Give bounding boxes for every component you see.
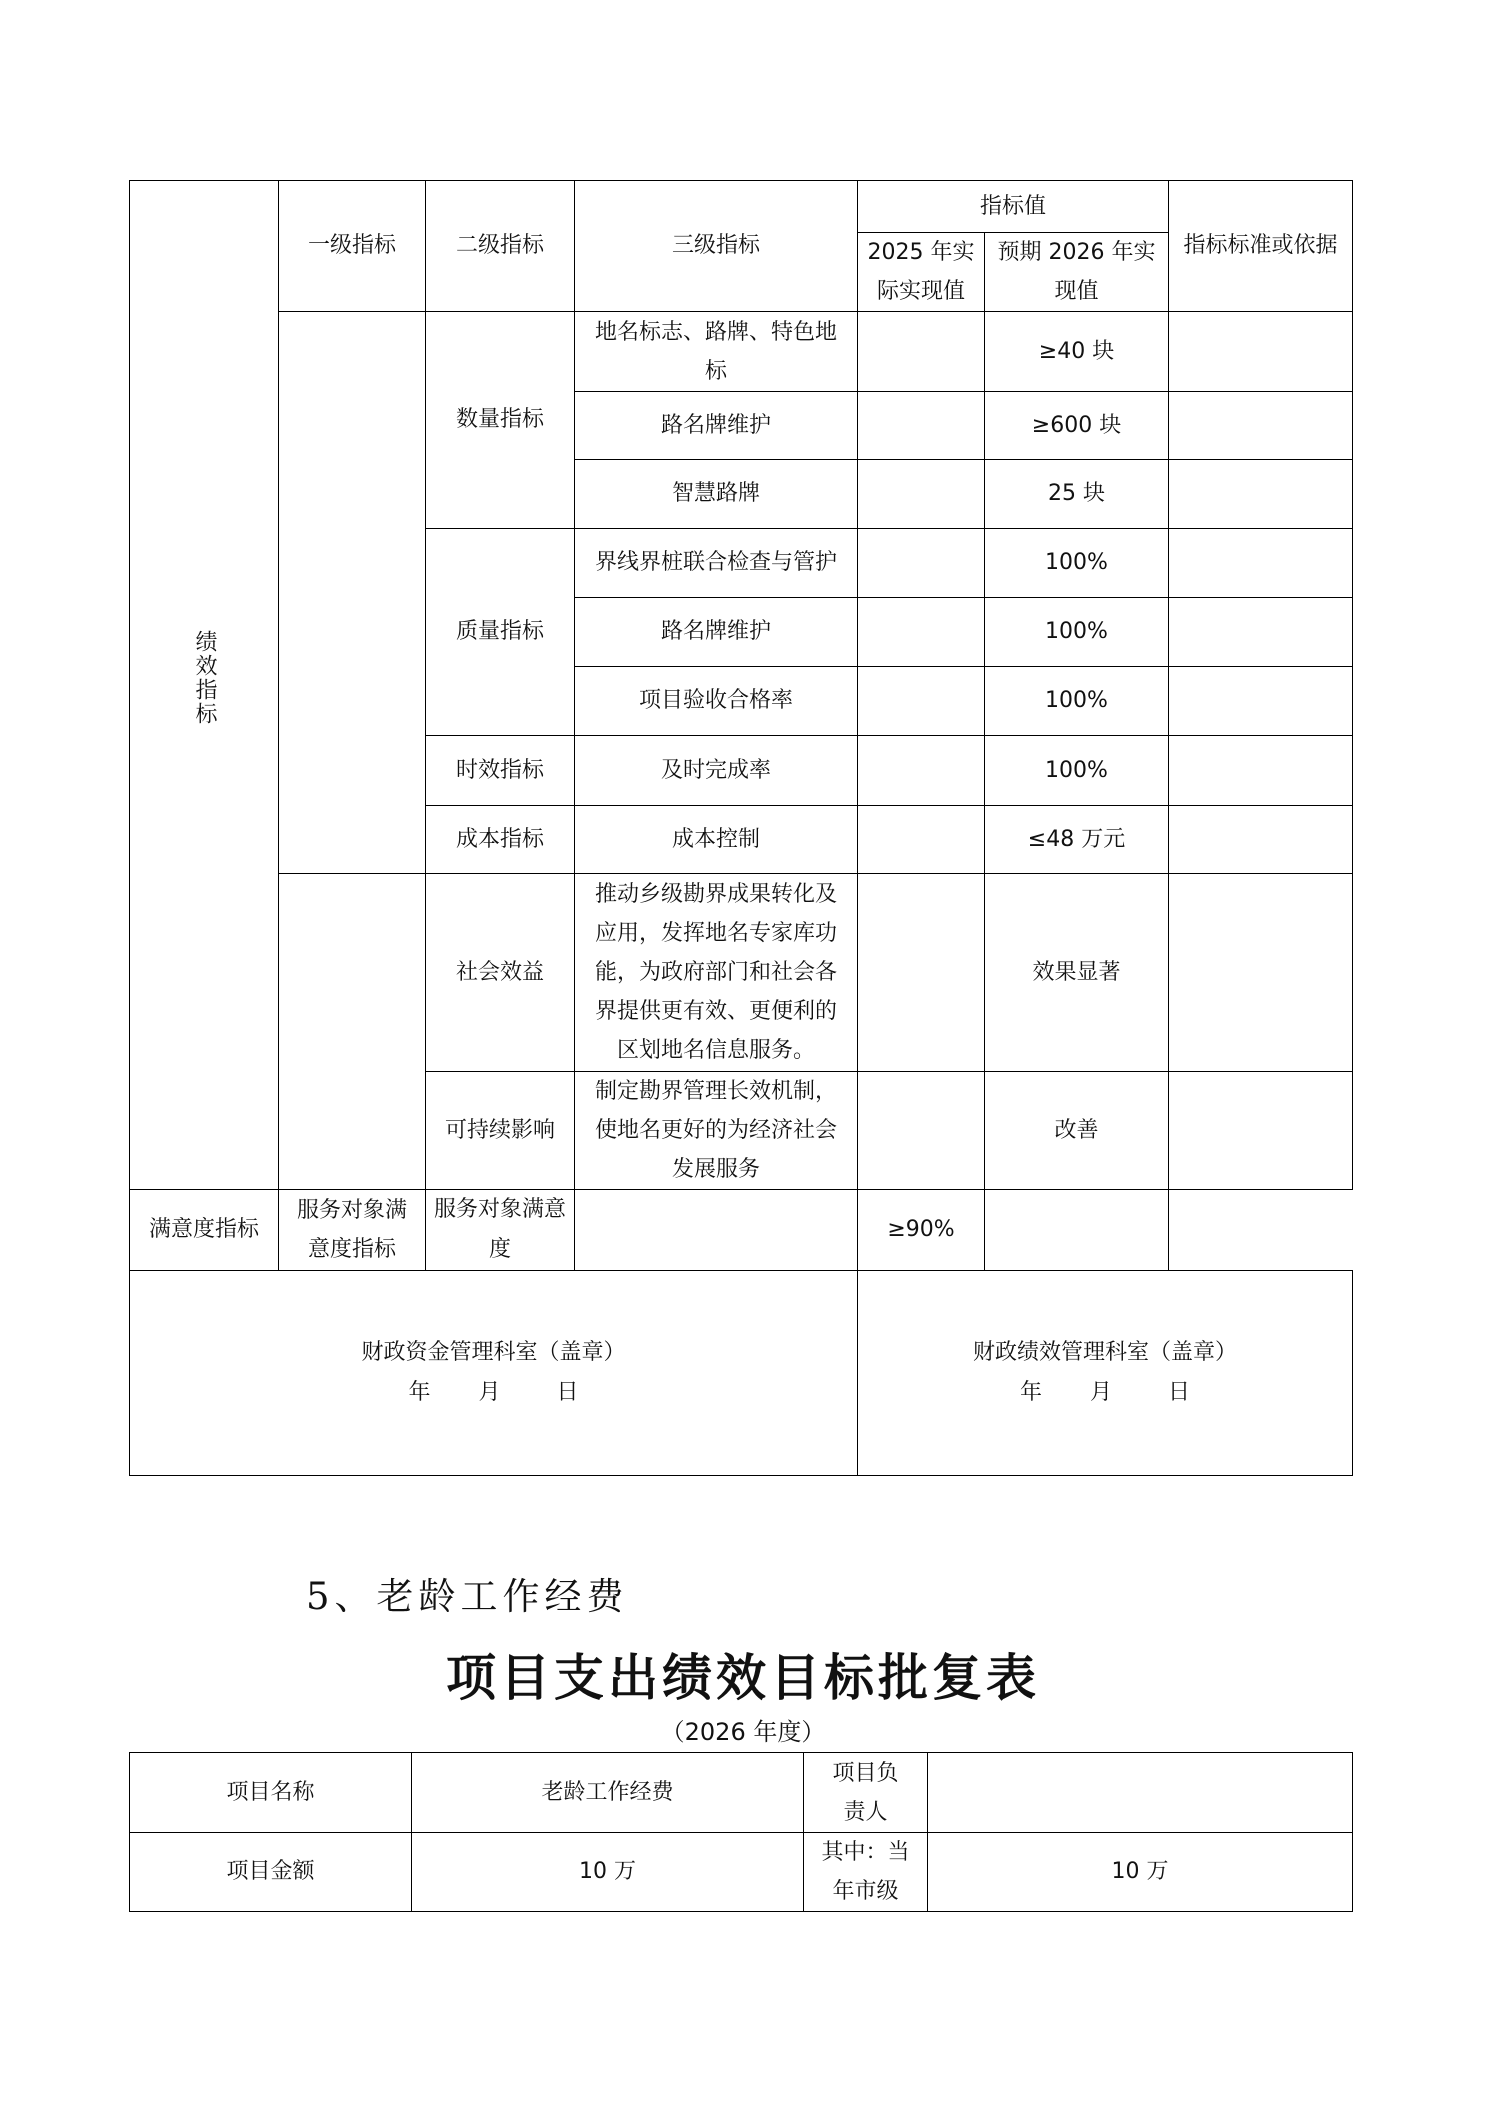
signature-left	[130, 1271, 858, 1476]
row-l3: 智慧路牌	[575, 460, 858, 529]
row-actual	[858, 736, 985, 806]
row-actual	[858, 1072, 985, 1190]
row-l3: 推动乡级勘界成果转化及 应用，发挥地名专家库功 能，为政府部门和社会各 界提供更有效、更便利的 区划地名信息服务。	[575, 874, 858, 1072]
row-standard	[1169, 667, 1353, 736]
document-title: 项目支出绩效目标批复表	[446, 1648, 1040, 1707]
header-standard: 指标标准或依据	[1169, 181, 1353, 312]
city-level-label: 其中：当 年市级	[804, 1833, 928, 1912]
row-actual	[858, 598, 985, 667]
group-quantity: 数量指标	[426, 312, 575, 529]
row-standard	[1169, 736, 1353, 806]
row-l3: 地名标志、路牌、特色地 标	[575, 312, 858, 392]
row-l3: 路名牌维护	[575, 598, 858, 667]
project-name-label: 项目名称	[130, 1753, 412, 1833]
row-standard	[1169, 529, 1353, 598]
group-satisfaction-l1: 满意度指标	[130, 1190, 279, 1271]
row-actual	[858, 806, 985, 874]
row-standard	[1169, 598, 1353, 667]
row-standard	[1169, 460, 1353, 529]
row-l3: 路名牌维护	[575, 392, 858, 460]
header-level3: 三级指标	[575, 181, 858, 312]
project-info-table	[129, 1752, 1353, 1912]
level1-output-cell	[279, 312, 426, 874]
row-actual	[858, 312, 985, 392]
row-value: ≥600 块	[985, 392, 1169, 460]
row-actual	[858, 529, 985, 598]
row-standard	[1169, 874, 1353, 1072]
row-value: 100%	[985, 598, 1169, 667]
signature-left-office: 财政资金管理科室（盖章）	[361, 1340, 626, 1365]
row-value: 100%	[985, 736, 1169, 806]
header-level1: 一级指标	[279, 181, 426, 312]
row-actual	[858, 874, 985, 1072]
row-value: 25 块	[985, 460, 1169, 529]
header-level2: 二级指标	[426, 181, 575, 312]
group-satisfaction-l2: 服务对象满 意度指标	[279, 1190, 426, 1271]
row-standard	[985, 1190, 1169, 1271]
level1-effect-cell	[279, 874, 426, 1190]
header-expected-2026: 预期 2026 年实 现值	[985, 233, 1169, 312]
row-value: ≤48 万元	[985, 806, 1169, 874]
section-heading: 5、老龄工作经费	[306, 1575, 629, 1618]
row-l3: 及时完成率	[575, 736, 858, 806]
side-label: 绩效指标	[192, 630, 217, 726]
project-amount-label: 项目金额	[130, 1833, 412, 1912]
group-sustainable: 可持续影响	[426, 1072, 575, 1190]
row-l3: 项目验收合格率	[575, 667, 858, 736]
project-amount-value: 10 万	[412, 1833, 804, 1912]
row-actual	[858, 392, 985, 460]
row-standard	[1169, 806, 1353, 874]
row-value: 效果显著	[985, 874, 1169, 1072]
signature-right-office: 财政绩效管理科室（盖章）	[973, 1340, 1238, 1365]
document-subtitle: （2026 年度）	[660, 1718, 826, 1746]
row-l3: 制定勘界管理长效机制， 使地名更好的为经济社会 发展服务	[575, 1072, 858, 1190]
row-value: 100%	[985, 529, 1169, 598]
signature-right-date: 年 月 日	[1019, 1380, 1191, 1405]
row-value: ≥40 块	[985, 312, 1169, 392]
project-name-value: 老龄工作经费	[412, 1753, 804, 1833]
row-actual	[575, 1190, 858, 1271]
row-l3: 成本控制	[575, 806, 858, 874]
group-quality: 质量指标	[426, 529, 575, 736]
row-actual	[858, 460, 985, 529]
row-standard	[1169, 312, 1353, 392]
project-leader-label: 项目负 责人	[804, 1753, 928, 1833]
row-value: 改善	[985, 1072, 1169, 1190]
header-actual-2025: 2025 年实 际实现值	[858, 233, 985, 312]
row-l3: 界线界桩联合检查与管护	[575, 529, 858, 598]
row-standard	[1169, 392, 1353, 460]
row-value: ≥90%	[858, 1190, 985, 1271]
row-standard	[1169, 1072, 1353, 1190]
performance-indicator-table	[129, 180, 1353, 1476]
signature-left-date: 年 月 日	[408, 1380, 579, 1405]
header-indicator-value: 指标值	[858, 181, 1169, 233]
row-l3: 服务对象满意度	[426, 1190, 575, 1271]
group-social: 社会效益	[426, 874, 575, 1072]
side-label-cell	[130, 181, 279, 1190]
signature-right	[858, 1271, 1353, 1476]
project-leader-value	[928, 1753, 1353, 1833]
group-timeliness: 时效指标	[426, 736, 575, 806]
city-level-value: 10 万	[928, 1833, 1353, 1912]
row-actual	[858, 667, 985, 736]
group-cost: 成本指标	[426, 806, 575, 874]
row-value: 100%	[985, 667, 1169, 736]
